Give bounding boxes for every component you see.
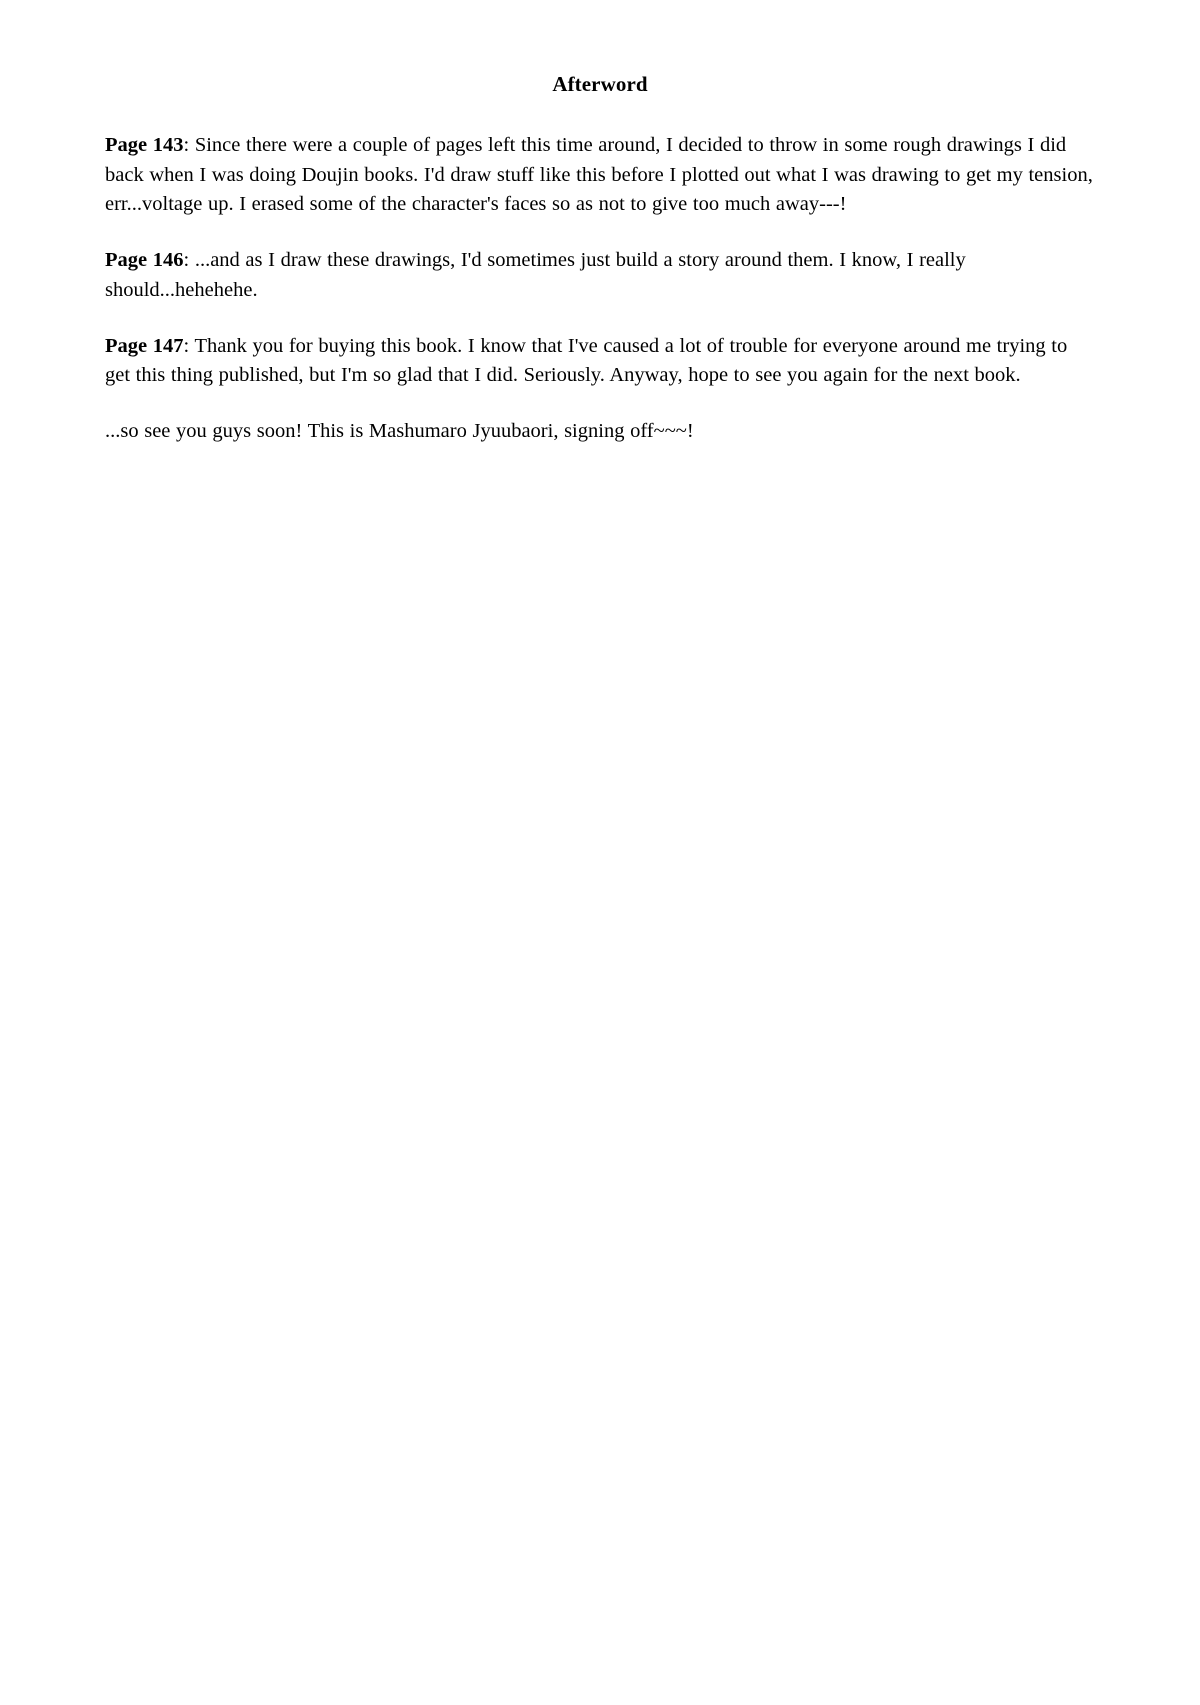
paragraph-signoff	[105, 417, 1095, 447]
paragraph-page-147	[105, 332, 1095, 391]
paragraph-page-143	[105, 131, 1095, 220]
paragraph-label: Page 146	[105, 249, 184, 272]
paragraph-separator: :	[183, 334, 195, 357]
paragraph-separator: :	[183, 249, 195, 272]
paragraph-separator: :	[183, 134, 195, 156]
paragraph-text: Thank you for buying this book. I know that I've caused a lot of trouble for everyone around me trying to get this thing published, but I'm so glad that I did. Seriously. Anyway, hope to see you again for the next book.	[105, 334, 1068, 387]
paragraph-text: ...so see you guys soon! This is Mashumaro Jyuubaori, signing off~~~!	[105, 420, 694, 443]
page-title: Afterword	[552, 72, 648, 96]
paragraph-page-146	[105, 246, 1095, 305]
paragraph-label: Page 147	[105, 334, 184, 357]
paragraph-text: ...and as I draw these drawings, I'd sometimes just build a story around them. I know, I really should...hehehehe.	[105, 249, 966, 301]
paragraph-label: Page 143	[105, 134, 184, 156]
paragraph-text: Since there were a couple of pages left this time around, I decided to throw in some rough drawings I did back when I was doing Doujin books. I'd draw stuff like this before I plotted out what I was drawing to get my tension, err...voltage up. I erased some of the character's faces so as not to give too much away---!	[105, 134, 1093, 216]
